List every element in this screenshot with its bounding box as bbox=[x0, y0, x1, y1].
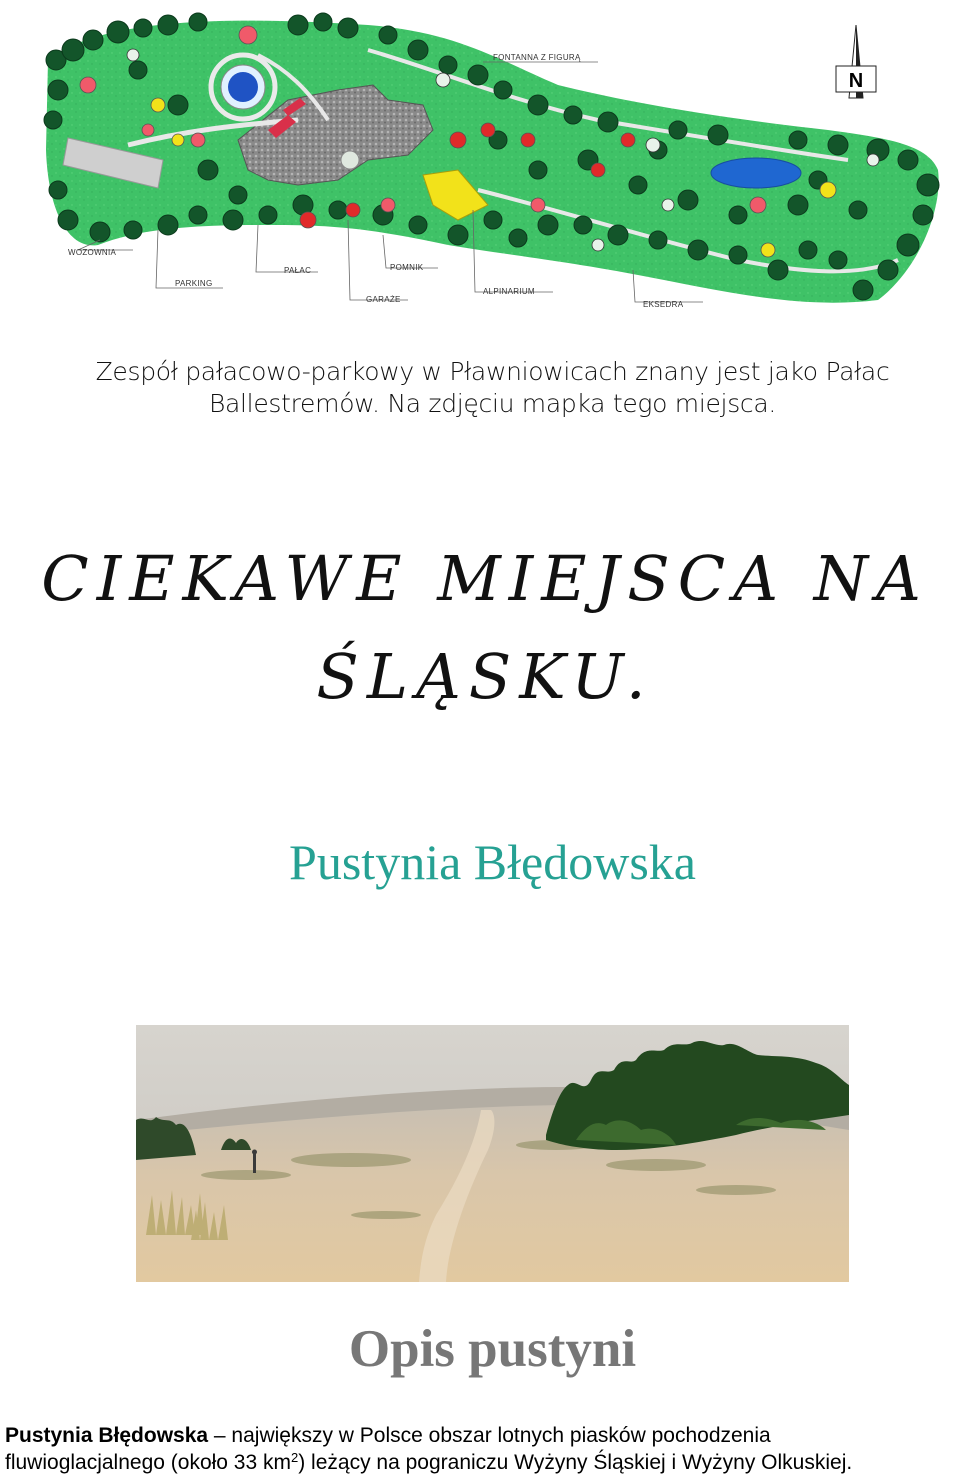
description-line-2-start: fluwioglacjalnego (około 33 km bbox=[5, 1451, 291, 1474]
map-label-alpinarium: ALPINARIUM bbox=[483, 287, 535, 296]
map-pond bbox=[711, 158, 801, 188]
park-map bbox=[38, 10, 948, 315]
section-heading bbox=[30, 530, 940, 726]
map-label-coach-house: WOZOWNIA bbox=[68, 248, 117, 257]
map-label-monument: POMNIK bbox=[390, 263, 424, 272]
desert-photo bbox=[136, 1025, 849, 1282]
map-label-exedra: EKSEDRA bbox=[643, 300, 684, 309]
desert-title: Pustynia Błędowska bbox=[289, 834, 696, 890]
map-fountain bbox=[211, 55, 275, 119]
description-line-1 bbox=[5, 1422, 960, 1449]
description-line-2 bbox=[5, 1449, 960, 1476]
section-heading-line-1: CIEKAWE MIEJSCA NA bbox=[41, 542, 929, 615]
map-label-parking: PARKING bbox=[175, 279, 213, 288]
description-paragraph bbox=[5, 1422, 960, 1476]
caption-line-1: Zespół pałacowo-parkowy w Pławniowicach znany jest jako Pałac bbox=[95, 357, 890, 386]
map-small-fountain bbox=[341, 151, 359, 169]
map-caption bbox=[40, 356, 945, 420]
description-line-2-end: ) leżący na pograniczu Wyżyny Śląskiej i Wyżyny Olkuskiej. bbox=[298, 1451, 853, 1474]
description-bold-name: Pustynia Błędowska bbox=[5, 1424, 209, 1447]
north-arrow-icon bbox=[836, 25, 876, 98]
north-label: N bbox=[848, 70, 864, 92]
caption-line-2: Ballestremów. Na zdjęciu mapka tego miejsca. bbox=[208, 389, 777, 418]
section-heading-line-2: ŚLĄSKU. bbox=[316, 640, 654, 713]
description-line-1-rest: – największy w Polsce obszar lotnych piasków pochodzenia bbox=[208, 1424, 771, 1447]
map-lawn-area bbox=[46, 21, 939, 303]
map-label-palace: PAŁAC bbox=[284, 266, 312, 275]
description-heading: Opis pustyni bbox=[348, 1320, 637, 1378]
area-superscript: 2 bbox=[291, 1450, 299, 1465]
map-label-garages: GARAŻE bbox=[366, 295, 401, 304]
map-label-fountain: FONTANNA Z FIGURĄ bbox=[493, 53, 581, 62]
